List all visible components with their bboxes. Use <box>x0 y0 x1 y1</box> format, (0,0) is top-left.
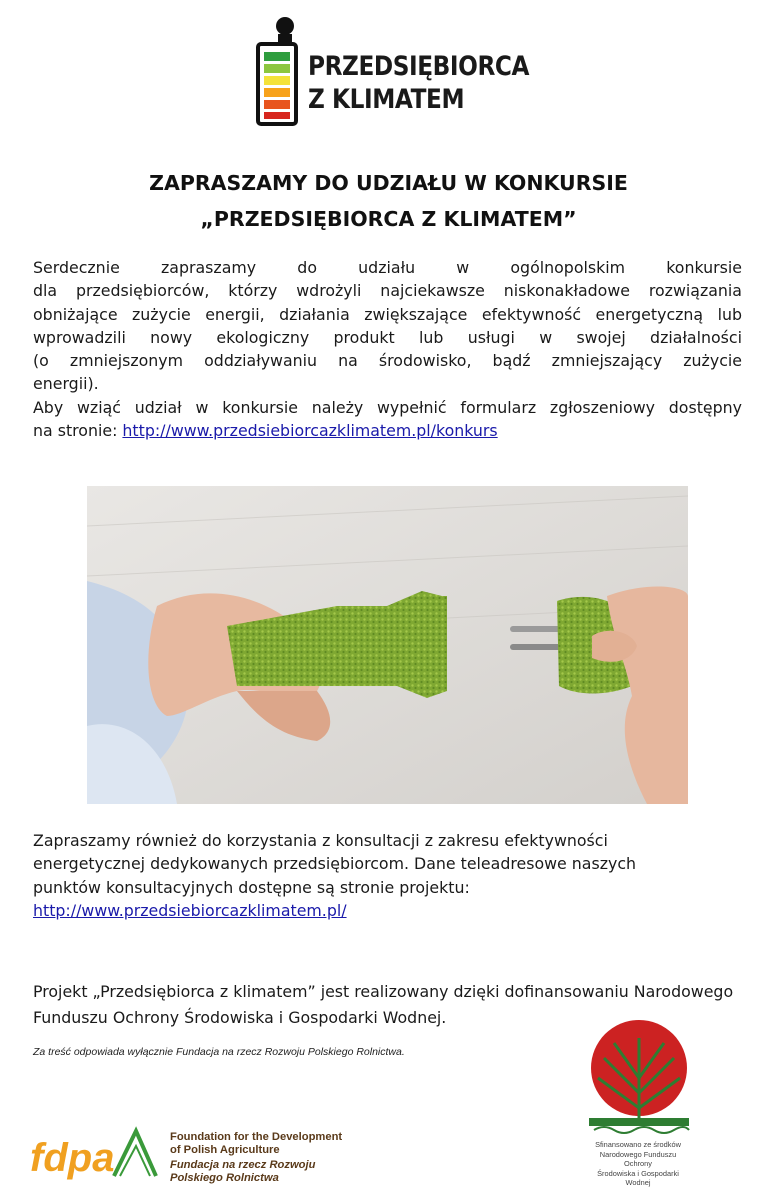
intro-link-prefix: na stronie: <box>33 421 123 441</box>
page-title <box>0 165 777 237</box>
intro-line: Aby wziąć udział w konkursie należy wypełnić formularz zgłoszeniowy dostępny <box>33 397 742 417</box>
nfosigw-logo <box>584 1018 694 1138</box>
nfos-caption-line: Narodowego Funduszu Ochrony <box>599 1149 677 1168</box>
fdpa-logo-text: fdpa <box>30 1136 115 1180</box>
consult-line: Zapraszamy również do korzystania z konsultacji z zakresu efektywności <box>33 831 608 850</box>
brand-name <box>308 50 529 116</box>
fdpa-en-line-2: of Polish Agriculture <box>170 1144 280 1156</box>
nfos-caption-line: Środowiska i Gospodarki Wodnej <box>597 1168 679 1187</box>
intro-paragraph <box>33 256 742 442</box>
intro-link-line <box>33 419 742 442</box>
title-line-2: „PRZEDSIĘBIORCA Z KLIMATEM” <box>200 207 577 231</box>
nfosigw-caption <box>588 1140 688 1188</box>
project-link[interactable]: http://www.przedsiebiorcazklimatem.pl/ <box>33 900 347 920</box>
brand-line-2: Z KLIMATEM <box>308 84 465 115</box>
green-plug-photo <box>87 486 688 804</box>
brand-line-1: PRZEDSIĘBIORCA <box>308 51 530 82</box>
intro-line: energii). <box>33 374 99 394</box>
consult-line: punktów konsultacyjnych dostępne są stronie projektu: <box>33 877 470 897</box>
nfos-caption-line: Sfinansowano ze środków <box>595 1140 681 1149</box>
brand-logo <box>256 14 530 129</box>
funding-line: Projekt „Przedsiębiorca z klimatem” jest realizowany dzięki dofinansowaniu Narodowego <box>33 982 734 1001</box>
intro-line: dla przedsiębiorców, którzy wdrożyli najciekawsze niskonakładowe rozwiązania <box>33 281 742 301</box>
responsibility-note: Za treść odpowiada wyłącznie Fundacja na rzecz Rozwoju Polskiego Rolnictwa. <box>33 1046 405 1058</box>
intro-line: (o zmniejszonym oddziaływaniu na środowisko, bądź zmniejszający zużycie <box>33 351 742 371</box>
intro-line: obniżające zużycie energii, działania zwiększające efektywność energetyczną lub <box>33 304 742 324</box>
funding-line: Funduszu Ochrony Środowiska i Gospodarki Wodnej. <box>33 1008 447 1027</box>
contest-link[interactable]: http://www.przedsiebiorcazklimatem.pl/konkurs <box>122 421 498 441</box>
consultation-paragraph <box>33 829 733 922</box>
fdpa-pl-line-2: Polskiego Rolnictwa <box>170 1172 279 1184</box>
fdpa-en-line-1: Foundation for the Development <box>170 1131 343 1143</box>
consult-line: energetycznej dedykowanych przedsiębiorcom. Dane teleadresowe naszych <box>33 854 637 874</box>
title-line-1: ZAPRASZAMY DO UDZIAŁU W KONKURSIE <box>149 171 628 195</box>
fdpa-name <box>170 1131 342 1185</box>
intro-line: Serdecznie zapraszamy do udziału w ogólnopolskim konkursie <box>33 258 742 277</box>
battery-icon <box>256 14 298 126</box>
intro-line: wprowadzili nowy ekologiczny produkt lub usługi w swojej działalności <box>33 327 742 347</box>
fdpa-pl-line-1: Fundacja na rzecz Rozwoju <box>170 1159 316 1171</box>
